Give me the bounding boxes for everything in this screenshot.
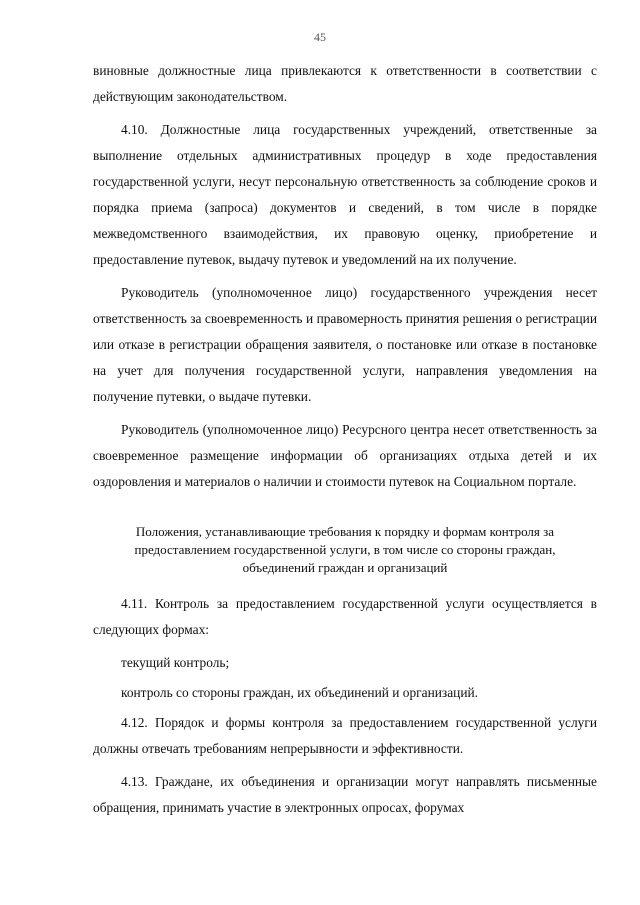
paragraph-resource-center: Руководитель (уполномоченное лицо) Ресурсного центра несет ответственность за своевременное размещение информации об организациях отдыха детей и их оздоровления и материалов о наличии и стоимости путевок на Социальном портале. [93,422,597,489]
paragraph-head-responsibility: Руководитель (уполномоченное лицо) государственного учреждения несет ответственность за своевременность и правомерность принятия решения о регистрации или отказе в регистрации обращения заявителя, о постановке или отказе в постановке на учет для получения государственной услуги, направления уведомления на получение путевки, о выдаче путевки. [93,285,597,404]
paragraph-continuation: виновные должностные лица привлекаются к ответственности в соответствии с действующим законодательством. [93,63,597,104]
paragraph-4-10: 4.10. Должностные лица государственных учреждений, ответственные за выполнение отдельных административных процедур в ходе предоставления государственной услуги, несут персональную ответственность за соблюдение сроков и порядка приема (запроса) документов и сведений, в том числе в порядке межведомственного взаимодействия, их правовую оценку, приобретение и предоставление путевок, выдачу путевок и уведомлений на их получение. [93,122,597,267]
document-body [93,58,597,828]
list-item-citizen-control: контроль со стороны граждан, их объединений и организаций. [121,685,479,700]
page-number: 45 [314,30,326,44]
list-item-current-control: текущий контроль; [121,655,230,670]
paragraph-4-12: 4.12. Порядок и формы контроля за предоставлением государственной услуги должны отвечать требованиям непрерывности и эффективности. [93,715,597,756]
paragraph-4-11: 4.11. Контроль за предоставлением государственной услуги осуществляется в следующих формах: [93,596,597,637]
section-heading: Положения, устанавливающие требования к порядку и формам контроля за предоставлением государственной услуги, в том числе со стороны граждан, объединений граждан и организаций [134,524,556,575]
paragraph-4-13: 4.13. Граждане, их объединения и организации могут направлять письменные обращения, принимать участие в электронных опросах, форумах [93,774,597,815]
